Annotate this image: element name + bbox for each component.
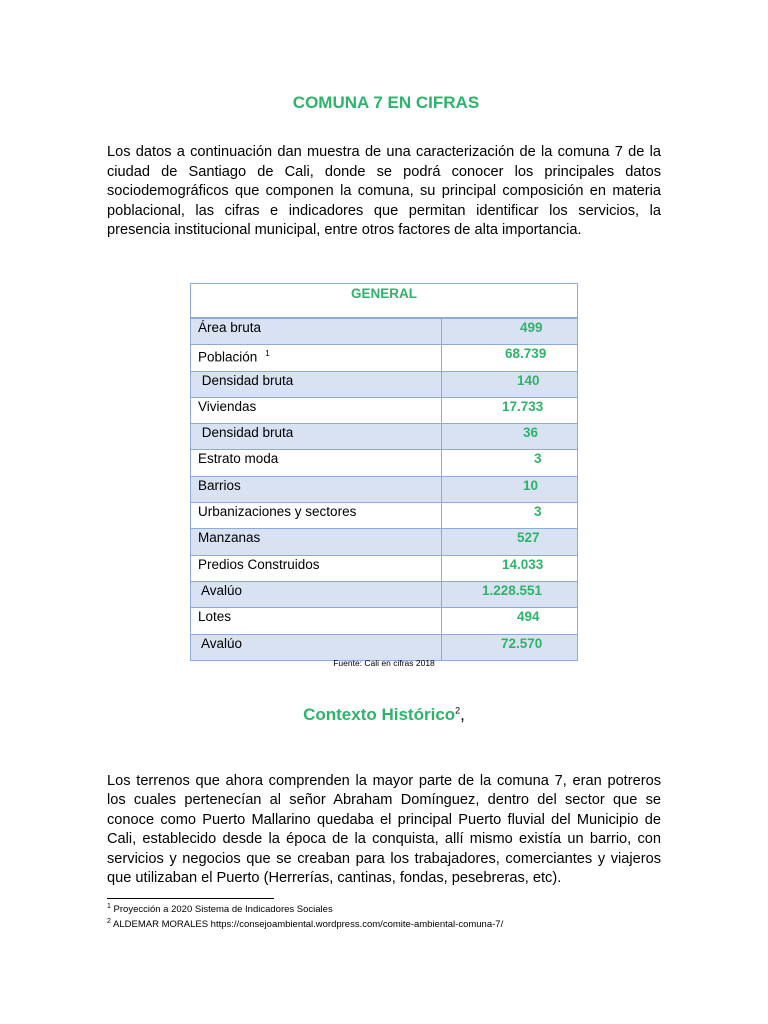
- table-row: [191, 503, 578, 529]
- row-label-text: Área bruta: [198, 320, 262, 335]
- intro-paragraph: Los datos a continuación dan muestra de una caracterización de la comuna 7 de la ciudad de Santiago de Cali, donde se podrá conocer los principales datos sociodemográficos que componen la comuna, su principal composición en materia poblacional, las cifras e indicadores que permitan identificar los servicios, la presencia institucional municipal, entre otros factores de alta importancia.: [107, 144, 661, 238]
- row-value: 3: [442, 450, 578, 476]
- row-label-text: Estrato moda: [198, 451, 279, 467]
- table-header: GENERAL: [191, 284, 578, 319]
- row-label: [191, 503, 442, 529]
- row-label: [191, 555, 442, 581]
- row-label-text: Barrios: [198, 477, 241, 493]
- table-row: [191, 529, 578, 555]
- row-label-text: Manzanas: [198, 530, 261, 546]
- table-row: [191, 581, 578, 607]
- section-heading: [0, 705, 768, 725]
- footnote-1: [107, 903, 333, 915]
- table-row: [191, 397, 578, 423]
- row-label-text: Lotes: [198, 609, 232, 625]
- footnote-text: ALDEMAR MORALES https://consejoambiental.wordpress.com/comite-ambiental-comuna-7/: [110, 919, 504, 931]
- footnote-ref: 1: [265, 349, 270, 359]
- table-row: [191, 634, 578, 660]
- table-row: [191, 371, 578, 397]
- table-source: Fuente: Cali en cifras 2018: [333, 658, 435, 668]
- row-label-text: Avalúo: [198, 582, 243, 598]
- footnote-number: 1: [107, 903, 111, 910]
- section-heading-text: Contexto Histórico: [303, 705, 456, 724]
- row-label-text: Predios Construidos: [198, 556, 320, 572]
- row-label: [191, 345, 442, 371]
- table-row: [191, 476, 578, 502]
- row-label-text: Urbanizaciones y sectores: [198, 504, 357, 520]
- row-label-text: Densidad bruta: [198, 425, 294, 441]
- table-row: [191, 450, 578, 476]
- row-value: 527: [442, 529, 578, 555]
- row-label-text: Viviendas: [198, 398, 257, 414]
- row-label-text: Población: [198, 349, 258, 365]
- row-value: 494: [442, 608, 578, 634]
- row-value: 1.228.551: [442, 581, 578, 607]
- footnote-2: [107, 918, 503, 930]
- row-label: [191, 397, 442, 423]
- row-value: 17.733: [442, 397, 578, 423]
- footnote-separator: [107, 898, 274, 899]
- row-value: 68.739: [442, 345, 578, 371]
- row-value: 10: [442, 476, 578, 502]
- table-row: [191, 555, 578, 581]
- footnote-text: Proyección a 2020 Sistema de Indicadores Sociales: [110, 904, 333, 916]
- section-heading-footnote-ref: 2: [455, 705, 461, 716]
- footnote-number: 2: [107, 918, 111, 925]
- row-value: 499: [442, 318, 578, 345]
- table-row: [191, 318, 578, 345]
- row-label: [191, 608, 442, 634]
- row-label: [191, 371, 442, 397]
- row-label: [191, 581, 442, 607]
- row-label: [191, 318, 442, 345]
- row-label-text: Densidad bruta: [198, 372, 294, 388]
- row-label-text: Avalúo: [198, 635, 243, 651]
- general-table: [190, 283, 578, 661]
- row-value: 14.033: [442, 555, 578, 581]
- row-label: [191, 634, 442, 660]
- row-label: [191, 476, 442, 502]
- table-row: [191, 345, 578, 371]
- row-value: 72.570: [442, 634, 578, 660]
- row-label: [191, 424, 442, 450]
- row-label: [191, 450, 442, 476]
- row-label: [191, 529, 442, 555]
- section-heading-suffix: ,: [460, 705, 465, 724]
- table-row: [191, 424, 578, 450]
- row-value: 3: [442, 503, 578, 529]
- row-value: 36: [442, 424, 578, 450]
- section-body: Los terrenos que ahora comprenden la mayor parte de la comuna 7, eran potreros los cuales pertenecían al señor Abraham Domínguez, dentro del sector que se conoce como Puerto Mallarino quedaba el principal Puerto fluvial del Municipio de Cali, establecido desde la época de la conquista, allí mismo existía un barrio, con servicios y negocios que se creaban para los trabajadores, comerciantes y viajeros que utilizaban el Puerto (Herrerías, cantinas, fondas, pesebreras, etc).: [107, 773, 661, 887]
- page-title: COMUNA 7 EN CIFRAS: [292, 93, 480, 112]
- row-value: 140: [442, 371, 578, 397]
- table-row: [191, 608, 578, 634]
